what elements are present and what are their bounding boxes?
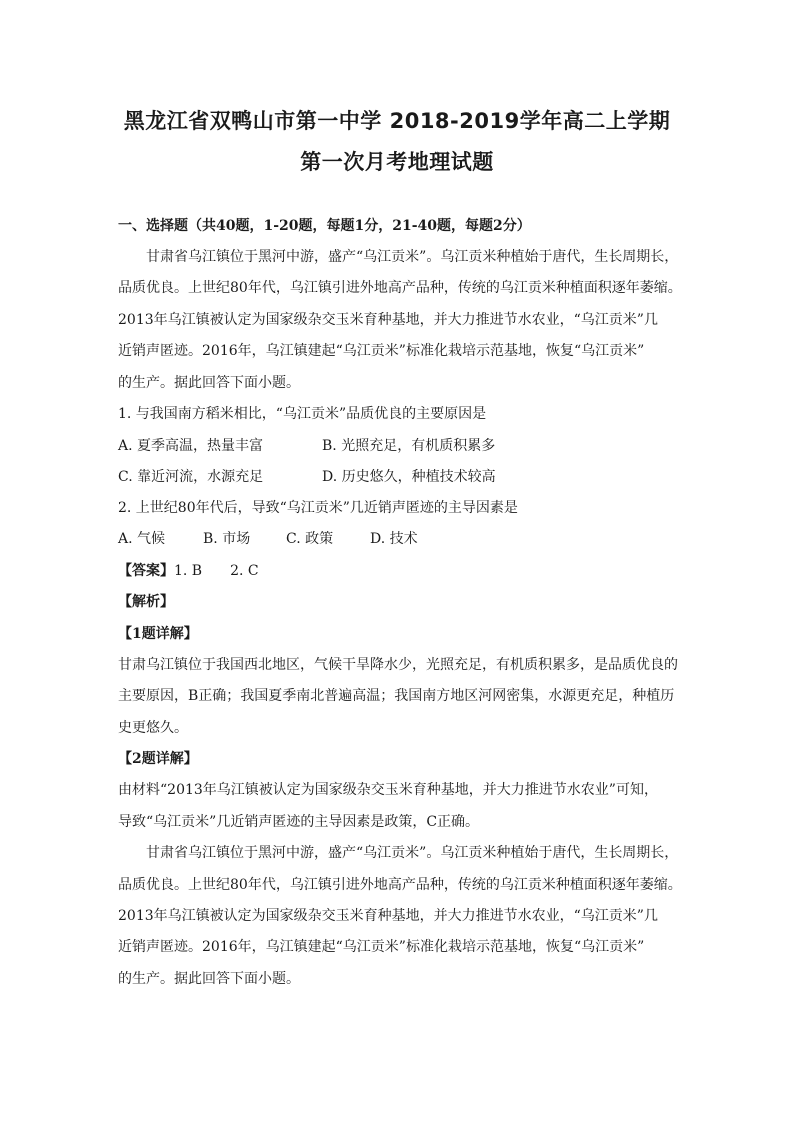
analysis-line: 由材料“2013年乌江镇被认定为国家级杂交玉米育种基地，并大力推进节水农业”可知， (118, 782, 658, 798)
answer-row (118, 561, 259, 581)
passage-line: 甘肃省乌江镇位于黑河中游，盛产“乌江贡米”。乌江贡米种植始于唐代，生长周期长， (146, 249, 679, 265)
analysis-line: 导致“乌江贡米”几近销声匿迹的主导因素是政策，C正确。 (118, 814, 480, 830)
analysis-q1-label: 【1题详解】 (118, 626, 198, 642)
question-1-option-a: A. 夏季高温，热量丰富 (118, 438, 264, 454)
passage-line: 甘肃省乌江镇位于黑河中游，盛产“乌江贡米”。乌江贡米种植始于唐代，生长周期长， (146, 845, 679, 861)
answer-text: 1. B 2. C (174, 563, 259, 579)
page-subtitle: 第一次月考地理试题 (300, 150, 494, 174)
passage-line: 的生产。据此回答下面小题。 (118, 375, 300, 391)
question-2-option-a: A. 气候 (118, 531, 166, 547)
analysis-line: 主要原因，B正确；我国夏季南北普遍高温；我国南方地区河网密集，水源更充足，种植历 (118, 688, 675, 704)
question-2-option-c: C. 政策 (286, 531, 334, 547)
question-1-option-b: B. 光照充足，有机质积累多 (322, 438, 496, 454)
section-heading: 一、选择题（共40题，1-20题，每题1分，21-40题，每题2分） (118, 218, 531, 234)
passage-line: 品质优良。上世纪80年代，乌江镇引进外地高产品种，传统的乌江贡米种植面积逐年萎缩。 (118, 280, 682, 296)
passage-line: 品质优良。上世纪80年代，乌江镇引进外地高产品种，传统的乌江贡米种植面积逐年萎缩。 (118, 877, 682, 893)
analysis-label: 【解析】 (118, 594, 174, 610)
page-title: 黑龙江省双鸭山市第一中学 2018-2019学年高二上学期 (123, 109, 671, 133)
question-2-option-d: D. 技术 (370, 531, 418, 547)
analysis-q2-label: 【2题详解】 (118, 751, 198, 767)
question-1-option-d: D. 历史悠久，种植技术较高 (322, 469, 496, 485)
question-2-option-b: B. 市场 (203, 531, 251, 547)
answer-label: 【答案】 (118, 563, 174, 579)
question-1-stem: 1. 与我国南方稻米相比，“乌江贡米”品质优良的主要原因是 (118, 406, 487, 422)
passage-line: 近销声匿迹。2016年，乌江镇建起“乌江贡米”标准化栽培示范基地，恢复“乌江贡米” (118, 343, 645, 359)
passage-line: 2013年乌江镇被认定为国家级杂交玉米育种基地，并大力推进节水农业，“乌江贡米”几 (118, 908, 658, 924)
question-1-option-c: C. 靠近河流，水源充足 (118, 469, 264, 485)
question-2-stem: 2. 上世纪80年代后，导致“乌江贡米”几近销声匿迹的主导因素是 (118, 500, 518, 516)
passage-line: 2013年乌江镇被认定为国家级杂交玉米育种基地，并大力推进节水农业，“乌江贡米”几 (118, 312, 658, 328)
passage-line: 近销声匿迹。2016年，乌江镇建起“乌江贡米”标准化栽培示范基地，恢复“乌江贡米” (118, 939, 645, 955)
analysis-line: 甘肃乌江镇位于我国西北地区，气候干旱降水少，光照充足，有机质积累多，是品质优良的 (118, 657, 678, 673)
analysis-line: 史更悠久。 (118, 720, 188, 736)
passage-line: 的生产。据此回答下面小题。 (118, 971, 300, 987)
